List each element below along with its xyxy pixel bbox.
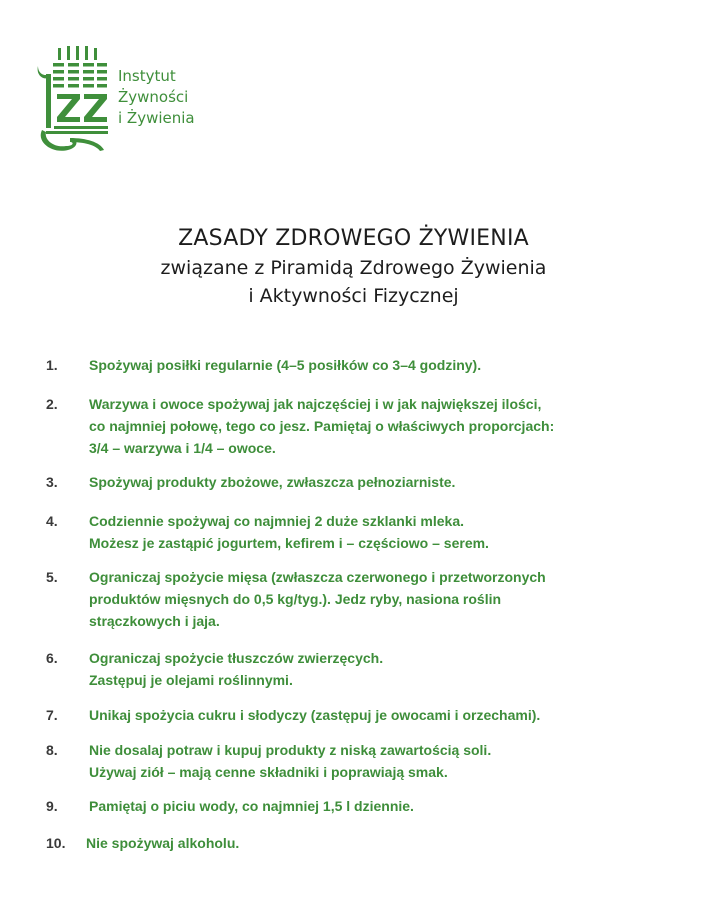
institute-name-line: i Żywienia (118, 109, 195, 127)
rule-number: 4. (46, 513, 58, 529)
rule-line: co najmniej połowę, tego co jesz. Pamiętaj o właściwych proporcjach: (89, 418, 555, 434)
rule-line: produktów mięsnych do 0,5 kg/tyg.). Jedz ryby, nasiona roślin (89, 591, 502, 607)
rule-text (89, 354, 689, 376)
rule-number: 2. (46, 396, 58, 412)
rule-line: 3/4 – warzywa i 1/4 – owoce. (89, 440, 276, 456)
page-subtitle: i Aktywności Fizycznej (248, 285, 459, 307)
rule-line: Zastępuj je olejami roślinnymi. (89, 672, 293, 688)
rule-text (89, 566, 689, 632)
rule-text (89, 393, 689, 459)
rule-line: Warzywa i owoce spożywaj jak najczęściej i w jak największej ilości, (89, 396, 542, 412)
rule-number: 10. (46, 835, 66, 851)
rule-text (89, 647, 689, 691)
rule-line: Nie dosalaj potraw i kupuj produkty z niską zawartością soli. (89, 742, 492, 758)
rule-line: strączkowych i jaja. (89, 613, 220, 629)
rule-line: Spożywaj produkty zbożowe, zwłaszcza pełnoziarniste. (89, 474, 456, 490)
institute-name-line: Instytut (118, 67, 176, 85)
rule-number: 5. (46, 569, 58, 585)
rule-text (89, 739, 689, 783)
page-title: ZASADY ZDROWEGO ŻYWIENIA (178, 226, 529, 251)
wheat-sheaf-izz-logo-icon (34, 46, 114, 158)
rule-number: 6. (46, 650, 58, 666)
rule-text (89, 704, 689, 726)
rule-line: Używaj ziół – mają cenne składniki i poprawiają smak. (89, 764, 448, 780)
rule-number: 8. (46, 742, 58, 758)
institute-name-line: Żywności (118, 88, 189, 106)
page-subtitle: związane z Piramidą Zdrowego Żywienia (160, 257, 547, 279)
rule-text (89, 795, 689, 817)
rule-text (86, 832, 686, 854)
rule-line: Spożywaj posiłki regularnie (4–5 posiłków co 3–4 godziny). (89, 357, 482, 373)
rule-line: Ograniczaj spożycie tłuszczów zwierzęcych. (89, 650, 384, 666)
rule-number: 7. (46, 707, 58, 723)
rule-line: Pamiętaj o piciu wody, co najmniej 1,5 l dziennie. (89, 798, 414, 814)
rule-line: Unikaj spożycia cukru i słodyczy (zastępuj je owocami i orzechami). (89, 707, 541, 723)
heading (0, 224, 707, 310)
rule-line: Nie spożywaj alkoholu. (86, 835, 240, 851)
rule-number: 9. (46, 798, 58, 814)
rule-text (89, 471, 689, 493)
rule-text (89, 510, 689, 554)
rule-number: 1. (46, 357, 58, 373)
institute-name (118, 66, 195, 129)
institute-logo (34, 46, 214, 166)
rule-number: 3. (46, 474, 58, 490)
rule-line: Możesz je zastąpić jogurtem, kefirem i – częściowo – serem. (89, 535, 489, 551)
rule-line: Ograniczaj spożycie mięsa (zwłaszcza czerwonego i przetworzonych (89, 569, 546, 585)
rule-line: Codziennie spożywaj co najmniej 2 duże szklanki mleka. (89, 513, 465, 529)
